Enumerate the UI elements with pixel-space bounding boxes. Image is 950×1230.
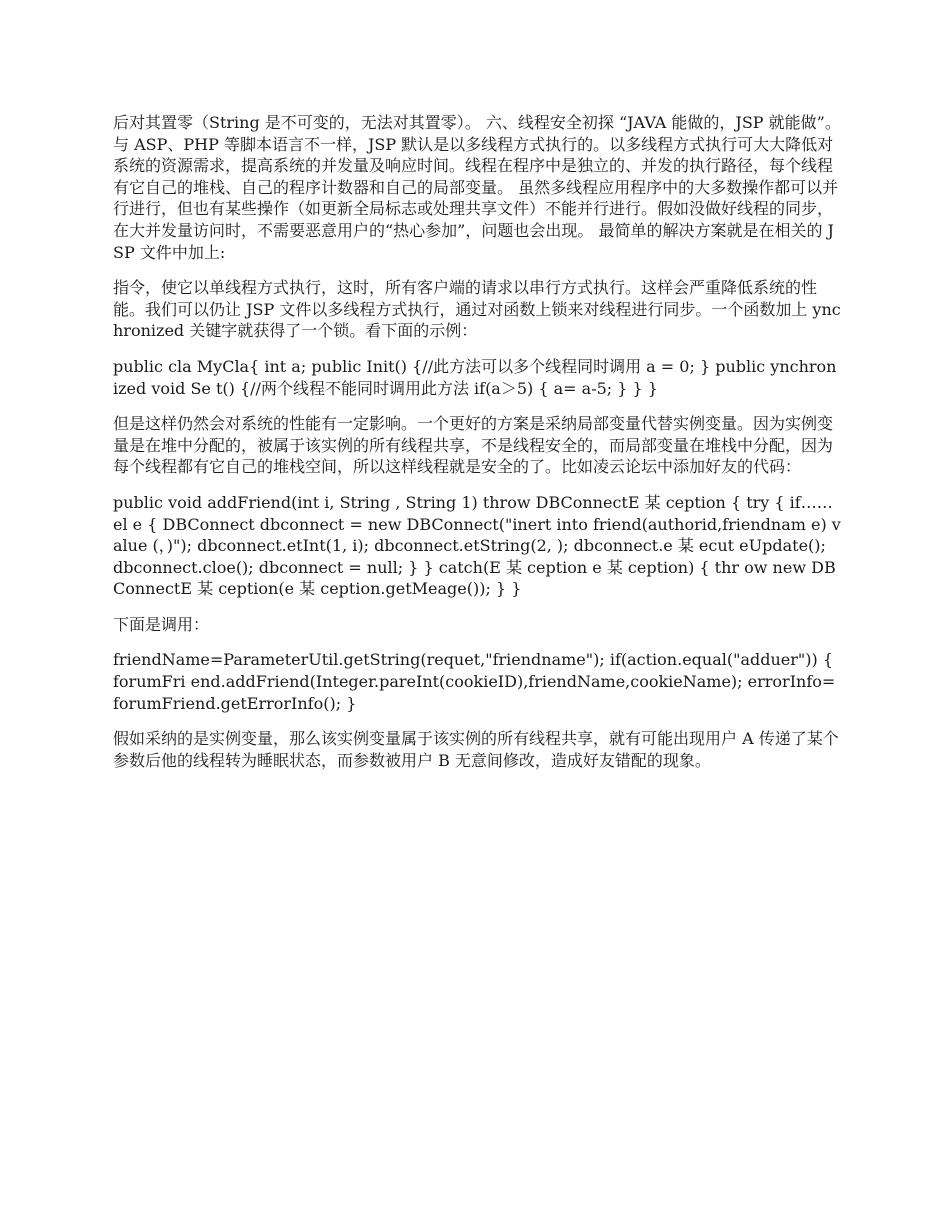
paragraph-thread-safety-intro: 后对其置零（String 是不可变的，无法对其置零）。 六、线程安全初探 “JAVA 能做的，JSP 就能做”。与 ASP、PHP 等脚本语言不一样，JSP 默认是以多线程方式执行的。以多线程方式执行可大大降低对系统的资源需求，提高系统的并发量及响应时间。线程在程序中是独立的、并发的执行路径，每个线程有它自己的堆栈、自己的程序计数器和自己的局部变量。 虽然多线程应用程序中的大多数操作都可以并行进行，但也有某些操作（如更新全局标志或处理共享文件）不能并行进行。假如没做好线程的同步，在大并发量访问时，不需要恶意用户的“热心参加”，问题也会出现。 最简单的解决方案就是在相关的 JSP 文件中加上: [113,113,841,262]
paragraph-conclusion: 假如采纳的是实例变量，那么该实例变量属于该实例的所有线程共享，就有可能出现用户 A 传递了某个参数后他的线程转为睡眠状态，而参数被用户 B 无意间修改，造成好友错配的现象。 [113,729,839,770]
code-example-add-friend: public void addFriend(int i, String , String 1) throw DBConnectE 某 ception { try { if…… el e { DBConnect dbconnect = new DBConnect("inert into friend(authorid,friendnam e) value (，)"); dbconnect.etInt(1, i); dbconnect.etString(2, ); dbconnect.e 某 ecut eUpdate(); dbconnect.cloe(); dbconnect = null; } } catch(E 某 ception e 某 ception) { thr ow new DBConnectE 某 ception(e 某 ception.getMeage()); } } [113,492,841,599]
paragraph-call-intro: 下面是调用： [113,614,210,634]
code-example-call: friendName=ParameterUtil.getString(requet,"friendname"); if(action.equal("adduer")) { forumFri end.addFriend(Integer.pareInt(cookieID),friendName,cookieName); errorInfo=forumFriend.getErrorInfo(); } [113,650,836,713]
paragraph-single-thread-directive: 指令，使它以单线程方式执行，这时，所有客户端的请求以串行方式执行。这样会严重降低系统的性能。我们可以仍让 JSP 文件以多线程方式执行，通过对函数上锁来对线程进行同步。一个函数加上 ynchronized 关键字就获得了一个锁。看下面的示例： [113,278,841,341]
paragraph-local-variables: 但是这样仍然会对系统的性能有一定影响。一个更好的方案是采纳局部变量代替实例变量。因为实例变量是在堆中分配的，被属于该实例的所有线程共享，不是线程安全的，而局部变量在堆栈中分配，因为每个线程都有它自己的堆栈空间，所以这样线程就是安全的了。比如凌云论坛中添加好友的代码： [113,414,834,477]
document-body [113,112,841,785]
code-example-synchronized: public cla MyCla{ int a; public Init() {//此方法可以多个线程同时调用 a = 0; } public ynchronized void Se t() {//两个线程不能同时调用此方法 if(a＞5) { a= a-5; } } } [113,356,837,398]
